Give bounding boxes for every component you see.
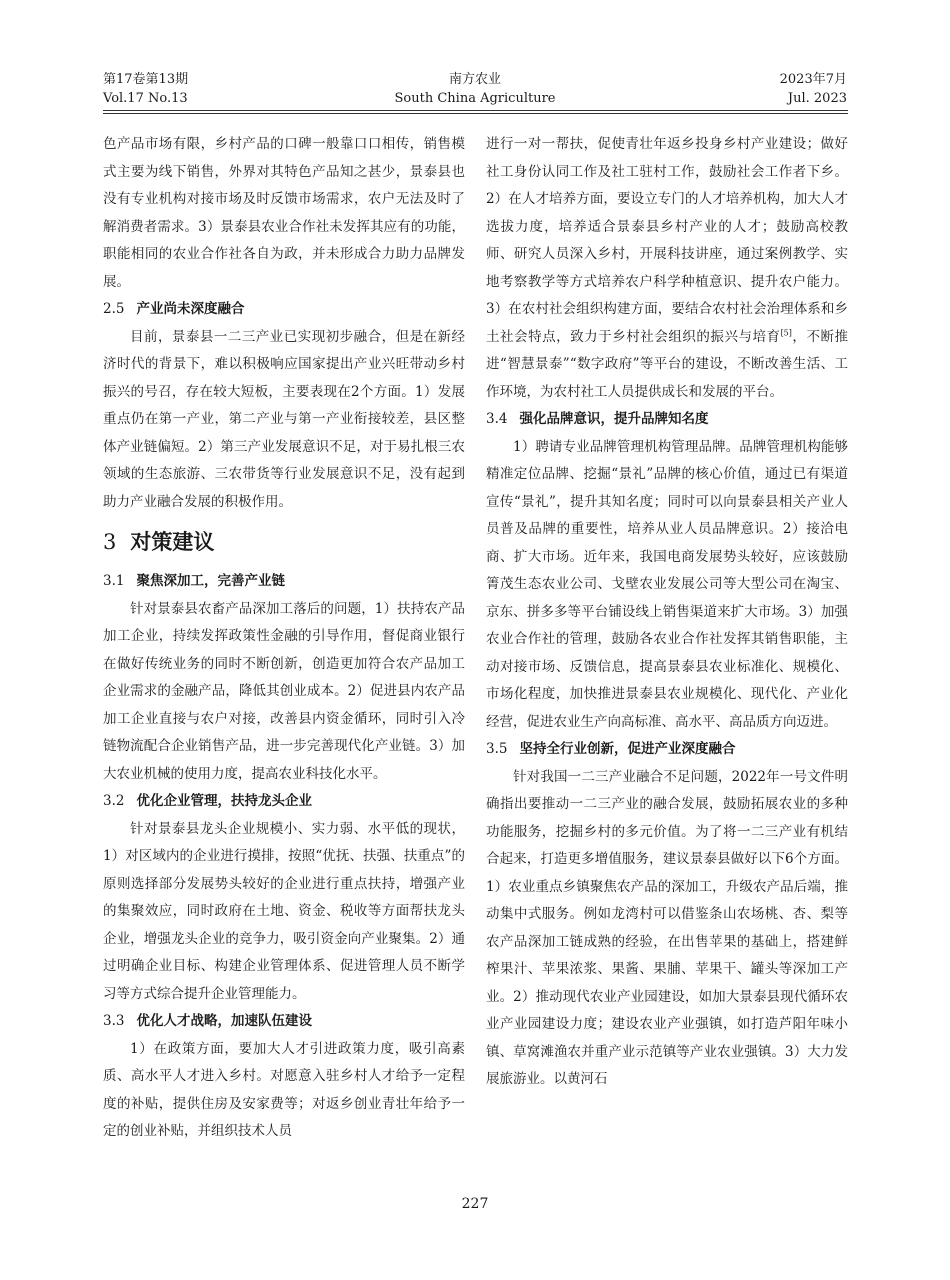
- paragraph: 针对景泰县农畜产品深加工落后的问题，1）扶持农产品加工企业，持续发挥政策性金融的引导作用，督促商业银行在做好传统业务的同时不断创新，创造更加符合农产品加工企业需求的金融产品，降低其创业成本。2）促进县内农产品加工企业直接与农户对接，改善县内资金循环，同时引入冷链物流配合企业销售产品，进一步完善现代化产业链。3）加大农业机械的使用力度，提高农业科技化水平。: [103, 600, 465, 782]
- header-right: [780, 70, 847, 108]
- section-heading-3-1: [103, 568, 465, 596]
- citation: [5]: [780, 328, 792, 337]
- journal-title-en: South China Agriculture: [394, 91, 556, 106]
- section-heading-3: [103, 524, 465, 560]
- paragraph: 针对我国一二三产业融合不足问题，2022年一号文件明确指出要推动一二三产业的融合发展，鼓励拓展农业的多种功能服务，挖掘乡村的多元价值。为了将一二三产业有机结合起来，打造更多增值服务，建议景泰县做好以下6个方面。1）农业重点乡镇聚焦农产品的深加工，升级农产品后端，推动集中式服务。例如龙湾村可以借鉴条山农场桃、杏、梨等农产品深加工链成熟的经验，在出售苹果的基础上，搭建鲜榨果汁、苹果浓浆、果酱、果脯、苹果干、罐头等深加工产业。2）推动现代农业产业园建设，如加大景泰县现代循环农业产业园建设力度；建设农业产业强镇，如打造芦阳年味小镇、草窝滩渔农并重产业示范镇等产业农业强镇。3）大力发展旅游业。以黄河石: [486, 768, 848, 1087]
- paragraph-continued: 色产品市场有限，乡村产品的口碑一般靠口口相传，销售模式主要为线下销售，外界对其特色产品知之甚少，景泰县也没有专业机构对接市场及时反馈市场需求，农户无法及时了解消费者需求。3）景泰县农业合作社未发挥其应有的功能，职能相同的农业合作社各自为政，并未形成合力助力品牌发展。: [103, 136, 465, 290]
- section-title: 坚持全行业创新，促进产业深度融合: [519, 741, 736, 757]
- section-title: 强化品牌意识，提升品牌知名度: [519, 411, 709, 427]
- section-heading-2-5: [103, 296, 465, 324]
- right-column: [486, 131, 848, 1094]
- paragraph: 目前，景泰县一二三产业已实现初步融合，但是在新经济时代的背景下，难以积极响应国家提出产业兴旺带动乡村振兴的号召，存在较大短板，主要表现在2个方面。1）发展重点仍在第一产业，第二产业与第一产业衔接较差，县区整体产业链偏短。2）第三产业发展意识不足，对于易扎根三农领域的生态旅游、三农带货等行业发展意识不足，没有起到助力产业融合发展的积极作用。: [103, 328, 465, 510]
- paragraph-text: ，不断推进“智慧景泰”“数字政府”等平台的建设，不断改善生活、工作环境，为农村社工人员提供成长和发展的平台。: [486, 328, 849, 400]
- section-number: 3.3: [103, 1013, 125, 1029]
- section-title: 产业尚未深度融合: [136, 301, 245, 317]
- section-title: 对策建议: [130, 529, 215, 554]
- section-title: 聚焦深加工，完善产业链: [136, 573, 285, 589]
- section-number: 3.5: [486, 741, 508, 757]
- section-number: 3: [103, 530, 117, 554]
- volume-issue-en: Vol.17 No.13: [103, 91, 188, 106]
- date-cn: 2023年7月: [779, 72, 847, 87]
- section-title: 优化人才战略，加速队伍建设: [136, 1013, 312, 1029]
- section-heading-3-3: [103, 1008, 465, 1036]
- header-rule-thick: [103, 110, 848, 111]
- paragraph: 1）聘请专业品牌管理机构管理品牌。品牌管理机构能够精准定位品牌、挖掘“景礼”品牌的核心价值，通过已有渠道宣传“景礼”，提升其知名度；同时可以向景泰县相关产业人员普及品牌的重要性，培养从业人员品牌意识。2）接洽电商、扩大市场。近年来，我国电商发展势头较好，应该鼓励箐茂生态农业公司、戈壁农业发展公司等大型公司在淘宝、京东、拼多多等平台铺设线上销售渠道来扩大市场。3）加强农业合作社的管理，鼓励各农业合作社发挥其销售职能，主动对接市场、反馈信息，提高景泰县农业标准化、规模化、市场化程度，加快推进景泰县农业规模化、现代化、产业化经营，促进农业生产向高标准、高水平、高品质方向迈进。: [486, 438, 848, 730]
- volume-issue-cn: 第17卷第13期: [103, 72, 189, 87]
- section-number: 3.4: [486, 411, 508, 427]
- section-number: 3.1: [103, 573, 125, 589]
- left-column: [103, 131, 465, 1146]
- section-heading-3-4: [486, 406, 848, 434]
- section-title: 优化企业管理，扶持龙头企业: [136, 793, 312, 809]
- section-heading-3-5: [486, 736, 848, 764]
- section-heading-3-2: [103, 788, 465, 816]
- journal-title-cn: 南方农业: [448, 72, 501, 87]
- paragraph: 针对景泰县龙头企业规模小、实力弱、水平低的现状，1）对区域内的企业进行摸排，按照“优抚、扶强、扶重点”的原则选择部分发展势头较好的企业进行重点扶持，增强产业的集聚效应，同时政府在土地、资金、税收等方面帮扶龙头企业，增强龙头企业的竞争力，吸引资金向产业聚集。2）通过明确企业目标、构建企业管理体系、促进管理人员不断学习等方式综合提升企业管理能力。: [103, 820, 465, 1002]
- section-number: 2.5: [103, 301, 125, 317]
- paragraph-continued: [486, 131, 848, 406]
- page-number: 227: [461, 1196, 489, 1212]
- paragraph: 1）在政策方面，要加大人才引进政策力度，吸引高素质、高水平人才进入乡村。对愿意入驻乡村人才给予一定程度的补贴，提供住房及安家费等；对返乡创业青壮年给予一定的创业补贴，并组织技术人员: [103, 1040, 465, 1139]
- section-number: 3.2: [103, 793, 125, 809]
- header-rule-thin: [103, 113, 848, 114]
- date-en: Jul. 2023: [787, 91, 847, 106]
- paragraph-text: 进行一对一帮扶，促使青壮年返乡投身乡村产业建设；做好社工身份认同工作及社工驻村工作，鼓励社会工作者下乡。2）在人才培养方面，要设立专门的人才培养机构，加大人才选拔力度，培养适合景泰县乡村产业的人才；鼓励高校教师、研究人员深入乡村，开展科技讲座，通过案例教学、实地考察教学等方式培养农户科学种植意识、提升农户能力。3）在农村社会组织构建方面，要结合农村社会治理体系和乡土社会特点，致力于乡村社会组织的振兴与培育: [486, 136, 848, 345]
